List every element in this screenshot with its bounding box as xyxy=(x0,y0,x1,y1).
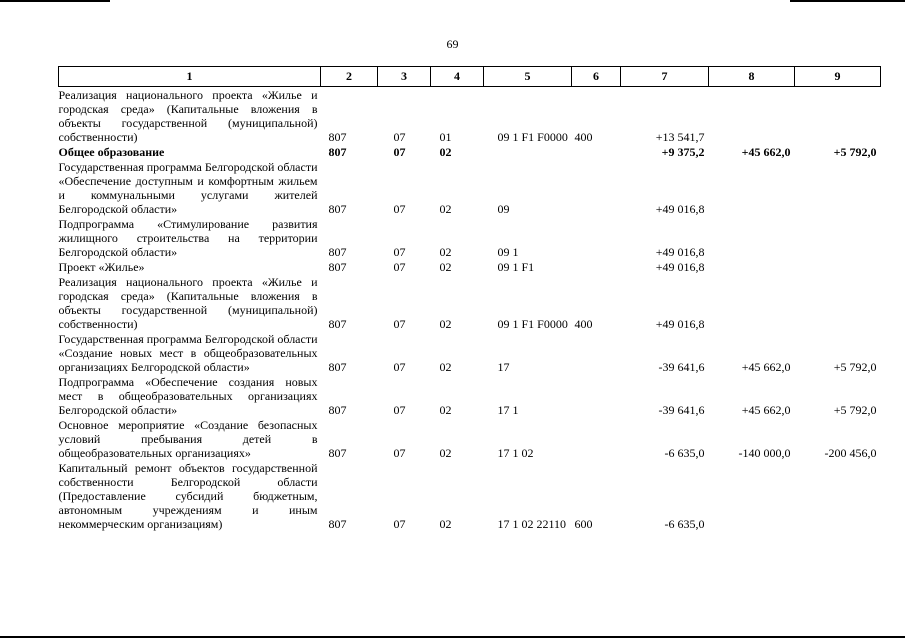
cell-col-9 xyxy=(795,87,881,145)
cell-col-3: 07 xyxy=(393,245,406,259)
cell-col-8: -140 000,0 xyxy=(738,446,791,460)
bottom-rule xyxy=(0,636,905,638)
cell-col-9: -200 456,0 xyxy=(824,446,877,460)
cell-col-3: 07 xyxy=(393,130,406,144)
cell-col-6 xyxy=(572,144,621,159)
cell-col-6 xyxy=(572,331,621,374)
cell-col-5: 09 1 xyxy=(497,245,519,259)
cell-col-5: 17 1 02 22110 xyxy=(497,517,567,531)
column-header-7: 7 xyxy=(621,67,709,87)
cell-col-4: 02 xyxy=(439,360,452,374)
cell-col-7: +49 016,8 xyxy=(655,245,705,259)
cell-col-9 xyxy=(795,274,881,331)
cell-col-2: 807 xyxy=(328,317,347,331)
cell-col-3: 07 xyxy=(393,260,406,274)
cell-col-6 xyxy=(572,216,621,259)
column-header-9: 9 xyxy=(795,67,881,87)
table-row xyxy=(59,331,881,374)
cell-col-5: 09 1 F1 F0000 xyxy=(497,130,568,144)
cell-col-9: +5 792,0 xyxy=(833,360,877,374)
cell-col-6 xyxy=(572,159,621,216)
cell-col-7: -39 641,6 xyxy=(658,360,705,374)
cell-col-3: 07 xyxy=(393,446,406,460)
table-row xyxy=(59,274,881,331)
cell-col-5: 17 1 02 xyxy=(497,446,534,460)
column-header-2: 2 xyxy=(321,67,378,87)
table-row xyxy=(59,259,881,274)
cell-col-9 xyxy=(795,216,881,259)
cell-col-7: -6 635,0 xyxy=(664,446,705,460)
cell-col-5: 09 1 F1 xyxy=(497,260,535,274)
row-description: Подпрограмма «Обеспечение создания новых мест в общеобразовательных организациях Белгородской области» xyxy=(58,375,318,417)
cell-col-6 xyxy=(572,374,621,417)
cell-col-8: +45 662,0 xyxy=(741,360,791,374)
row-description: Реализация национального проекта «Жилье и городская среда» (Капитальные вложения в объекты государственной (муниципальной) собственности) xyxy=(58,88,318,144)
row-description: Общее образование xyxy=(58,145,165,159)
row-description: Проект «Жилье» xyxy=(58,260,145,274)
column-header-6: 6 xyxy=(572,67,621,87)
row-description: Государственная программа Белгородской области «Обеспечение доступным и комфортным жильем и коммунальными услугами жителей Белгородской области» xyxy=(58,160,318,216)
cell-col-7: -39 641,6 xyxy=(658,403,705,417)
table-row xyxy=(59,417,881,460)
cell-col-2: 807 xyxy=(328,202,347,216)
top-rule-right xyxy=(790,0,905,2)
row-description: Реализация национального проекта «Жилье и городская среда» (Капитальные вложения в объекты государственной (муниципальной) собственности) xyxy=(58,275,318,331)
cell-col-4: 02 xyxy=(439,145,452,159)
cell-col-3: 07 xyxy=(393,360,406,374)
table-row xyxy=(59,216,881,259)
cell-col-7: +9 375,2 xyxy=(661,145,705,159)
cell-col-9 xyxy=(795,259,881,274)
cell-col-4: 02 xyxy=(439,202,452,216)
cell-col-4: 02 xyxy=(439,446,452,460)
cell-col-4: 02 xyxy=(439,260,452,274)
cell-col-8 xyxy=(709,274,795,331)
cell-col-7: -6 635,0 xyxy=(664,517,705,531)
cell-col-9: +5 792,0 xyxy=(833,145,877,159)
row-description: Государственная программа Белгородской области «Создание новых мест в общеобразовательных организациях Белгородской области» xyxy=(58,332,318,374)
cell-col-9 xyxy=(795,159,881,216)
cell-col-2: 807 xyxy=(328,360,347,374)
column-header-8: 8 xyxy=(709,67,795,87)
cell-col-4: 02 xyxy=(439,317,452,331)
table-header xyxy=(59,67,881,87)
cell-col-4: 02 xyxy=(439,245,452,259)
cell-col-2: 807 xyxy=(328,403,347,417)
table-row xyxy=(59,460,881,531)
cell-col-7: +49 016,8 xyxy=(655,317,705,331)
cell-col-4: 01 xyxy=(439,130,452,144)
cell-col-6: 400 xyxy=(574,317,593,331)
column-header-4: 4 xyxy=(431,67,484,87)
cell-col-3: 07 xyxy=(393,403,406,417)
column-header-1: 1 xyxy=(59,67,321,87)
cell-col-3: 07 xyxy=(393,145,406,159)
cell-col-8 xyxy=(709,259,795,274)
row-description: Подпрограмма «Стимулирование развития жилищного строительства на территории Белгородской области» xyxy=(58,217,318,259)
cell-col-2: 807 xyxy=(328,245,347,259)
table-row xyxy=(59,87,881,145)
cell-col-3: 07 xyxy=(393,317,406,331)
budget-table xyxy=(58,66,881,531)
cell-col-5: 17 1 xyxy=(497,403,519,417)
row-description: Капитальный ремонт объектов государственной собственности Белгородской области (Предоставление субсидий бюджетным, автономным учреждениям и иным некоммерческим организациям) xyxy=(58,461,318,531)
cell-col-6 xyxy=(572,417,621,460)
cell-col-7: +49 016,8 xyxy=(655,260,705,274)
cell-col-2: 807 xyxy=(328,130,347,144)
cell-col-9 xyxy=(795,460,881,531)
cell-col-5 xyxy=(484,144,572,159)
cell-col-2: 807 xyxy=(328,145,347,159)
cell-col-2: 807 xyxy=(328,260,347,274)
cell-col-6: 600 xyxy=(574,517,593,531)
cell-col-8 xyxy=(709,159,795,216)
cell-col-9: +5 792,0 xyxy=(833,403,877,417)
cell-col-7: +49 016,8 xyxy=(655,202,705,216)
cell-col-8 xyxy=(709,87,795,145)
page-number: 69 xyxy=(446,37,459,51)
cell-col-8: +45 662,0 xyxy=(741,145,791,159)
cell-col-6: 400 xyxy=(574,130,593,144)
cell-col-6 xyxy=(572,259,621,274)
table-row xyxy=(59,159,881,216)
cell-col-2: 807 xyxy=(328,517,347,531)
column-header-3: 3 xyxy=(378,67,431,87)
table-row xyxy=(59,374,881,417)
cell-col-8 xyxy=(709,216,795,259)
cell-col-4: 02 xyxy=(439,517,452,531)
cell-col-7: +13 541,7 xyxy=(655,130,705,144)
top-rule-left xyxy=(0,0,110,2)
cell-col-3: 07 xyxy=(393,517,406,531)
table-body xyxy=(59,87,881,532)
cell-col-5: 09 xyxy=(497,202,510,216)
cell-col-3: 07 xyxy=(393,202,406,216)
table-row xyxy=(59,144,881,159)
cell-col-2: 807 xyxy=(328,446,347,460)
row-description: Основное мероприятие «Создание безопасных условий пребывания детей в общеобразовательных организациях» xyxy=(58,418,318,460)
cell-col-8: +45 662,0 xyxy=(741,403,791,417)
cell-col-5: 09 1 F1 F0000 xyxy=(497,317,568,331)
cell-col-5: 17 xyxy=(497,360,510,374)
cell-col-8 xyxy=(709,460,795,531)
column-header-5: 5 xyxy=(484,67,572,87)
cell-col-4: 02 xyxy=(439,403,452,417)
